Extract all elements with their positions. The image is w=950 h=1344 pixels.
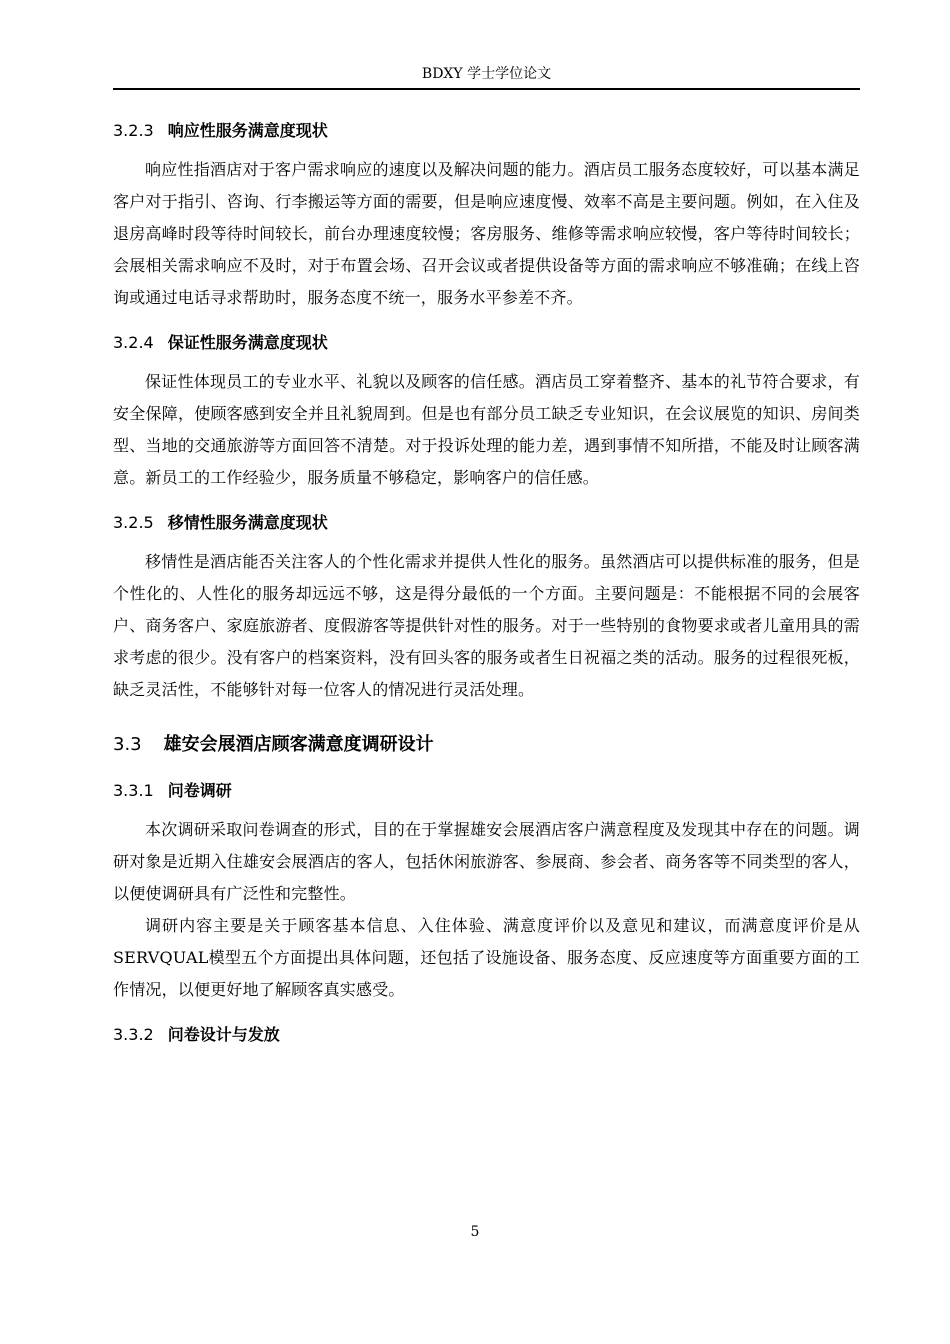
page-number: 5 xyxy=(470,1224,480,1240)
section-heading-3-2-4 xyxy=(113,320,860,366)
paragraph: 移情性是酒店能否关注客人的个性化需求并提供人性化的服务。虽然酒店可以提供标准的服务，但是个性化的、人性化的服务却远远不够，这是得分最低的一个方面。主要问题是：不能根据不同的会展客户、商务客户、家庭旅游者、度假游客等提供针对性的服务。对于一些特别的食物要求或者儿童用具的需求考虑的很少。没有客户的档案资料，没有回头客的服务或者生日祝福之类的活动。服务的过程很死板，缺乏灵活性，不能够针对每一位客人的情况进行灵活处理。 xyxy=(113,552,860,699)
page-body xyxy=(113,108,860,1058)
section-number: 3.2.4 xyxy=(113,333,154,352)
section-title: 问卷设计与发放 xyxy=(167,1025,280,1044)
section-number: 3.3.2 xyxy=(113,1025,154,1044)
section-heading-3-3-2 xyxy=(113,1012,860,1058)
section-number: 3.2.3 xyxy=(113,121,154,140)
section-title: 保证性服务满意度现状 xyxy=(167,333,328,352)
chapter-title: 雄安会展酒店顾客满意度调研设计 xyxy=(163,734,434,755)
chapter-number: 3.3 xyxy=(113,734,142,755)
section-number: 3.2.5 xyxy=(113,513,154,532)
paragraph: 调研内容主要是关于顾客基本信息、入住体验、满意度评价以及意见和建议，而满意度评价是从SERVQUAL模型五个方面提出具体问题，还包括了设施设备、服务态度、反应速度等方面重要方面的工作情况，以便更好地了解顾客真实感受。 xyxy=(113,916,860,999)
page-header xyxy=(113,60,860,90)
chapter-heading-3-3 xyxy=(113,722,860,768)
section-heading-3-2-3 xyxy=(113,108,860,154)
section-number: 3.3.1 xyxy=(113,781,154,800)
section-heading-3-3-1 xyxy=(113,768,860,814)
paragraph: 响应性指酒店对于客户需求响应的速度以及解决问题的能力。酒店员工服务态度较好，可以基本满足客户对于指引、咨询、行李搬运等方面的需要，但是响应速度慢、效率不高是主要问题。例如，在入住及退房高峰时段等待时间较长，前台办理速度较慢；客房服务、维修等需求响应较慢，客户等待时间较长；会展相关需求响应不及时，对于布置会场、召开会议或者提供设备等方面的需求响应不够准确；在线上咨询或通过电话寻求帮助时，服务态度不统一，服务水平参差不齐。 xyxy=(113,160,860,307)
header-title: BDXY 学士学位论文 xyxy=(421,66,552,82)
section-title: 问卷调研 xyxy=(167,781,232,800)
section-title: 响应性服务满意度现状 xyxy=(167,121,328,140)
section-title: 移情性服务满意度现状 xyxy=(167,513,328,532)
section-heading-3-2-5 xyxy=(113,500,860,546)
paragraph: 本次调研采取问卷调查的形式，目的在于掌握雄安会展酒店客户满意程度及发现其中存在的问题。调研对象是近期入住雄安会展酒店的客人，包括休闲旅游客、参展商、参会者、商务客等不同类型的客人，以便使调研具有广泛性和完整性。 xyxy=(113,820,860,903)
paragraph: 保证性体现员工的专业水平、礼貌以及顾客的信任感。酒店员工穿着整齐、基本的礼节符合要求，有安全保障，使顾客感到安全并且礼貌周到。但是也有部分员工缺乏专业知识，在会议展览的知识、房间类型、当地的交通旅游等方面回答不清楚。对于投诉处理的能力差，遇到事情不知所措，不能及时让顾客满意。新员工的工作经验少，服务质量不够稳定，影响客户的信任感。 xyxy=(113,372,860,487)
